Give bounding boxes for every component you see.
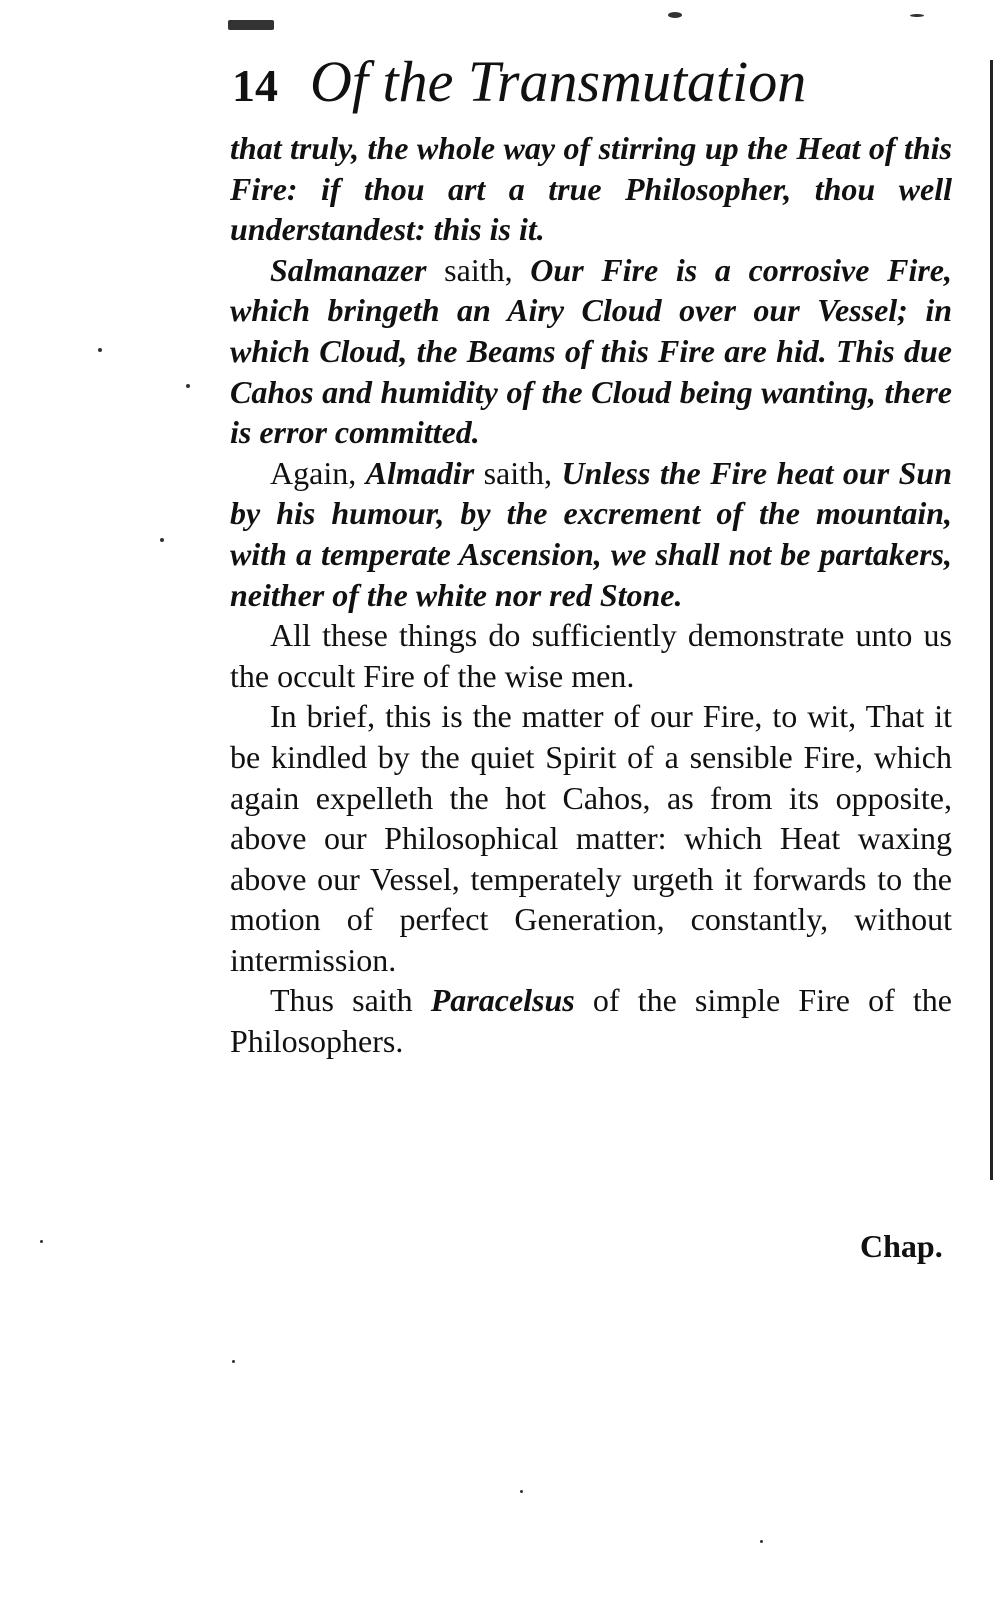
ink-mark [228,20,274,30]
catchword: Chap. [860,1228,943,1264]
ink-speck [160,538,164,542]
ink-speck [668,12,682,18]
text-segment: saith, [474,454,562,491]
text-segment: of the simple Fire of the Philosophers. [230,982,952,1060]
page-edge-shadow [990,60,993,1180]
page-number: 14 [232,60,278,111]
quotation-almadir: Unless the Fire heat our Sun by his humour, by the excrement of the mountain, with a temperate Ascension, we shall not be partakers, neither of the white nor red Stone. [230,454,953,613]
author-name-paracelsus: Paracelsus [430,982,575,1019]
main-text [230,128,952,1062]
text-segment: Thus saith [270,982,431,1019]
paragraph-almadir [230,453,952,615]
text-segment: In brief, this is the matter of our Fire, to wit, That it be kindled by the quiet Spirit of a sensible Fire, which again expelleth the hot Cahos, as from its opposite, above our Philosophical matter: which Heat waxing above our Vessel, temperately urgeth it forwards to the motion of perfect Generation, constantly, without intermission. [230,698,952,978]
text-segment: saith, [426,251,531,288]
author-name-salmanazer: Salmanazer [270,251,427,288]
author-name-almadir: Almadir [365,454,475,491]
running-title: Of the Transmutation [310,49,807,114]
paragraph-demonstration [230,615,952,696]
ink-speck [910,14,924,17]
ink-speck [98,348,102,352]
ink-speck [520,1490,523,1493]
ink-speck [760,1540,763,1543]
paragraph-quote-continuation [230,128,952,250]
text-segment: All these things do sufficiently demonstrate unto us the occult Fire of the wise men. [230,617,952,694]
text-segment: that truly, the whole way of stirring up the Heat of this Fire: if thou art a true Philosopher, thou well understandest: this is it. [230,130,952,248]
paragraph-salmanazer [230,250,952,453]
ink-speck [40,1240,43,1243]
running-head [232,48,952,128]
paragraph-in-brief [230,696,952,980]
text-segment: Again, [270,454,366,491]
ink-speck [186,384,190,388]
paragraph-paracelsus [230,980,952,1061]
ink-speck [232,1360,235,1363]
quotation-salmanazer: Our Fire is a corrosive Fire, which bringeth an Airy Cloud over our Vessel; in which Cloud, the Beams of this Fire are hid. This due Cahos and humidity of the Cloud being wanting, there is error committed. [230,251,953,451]
